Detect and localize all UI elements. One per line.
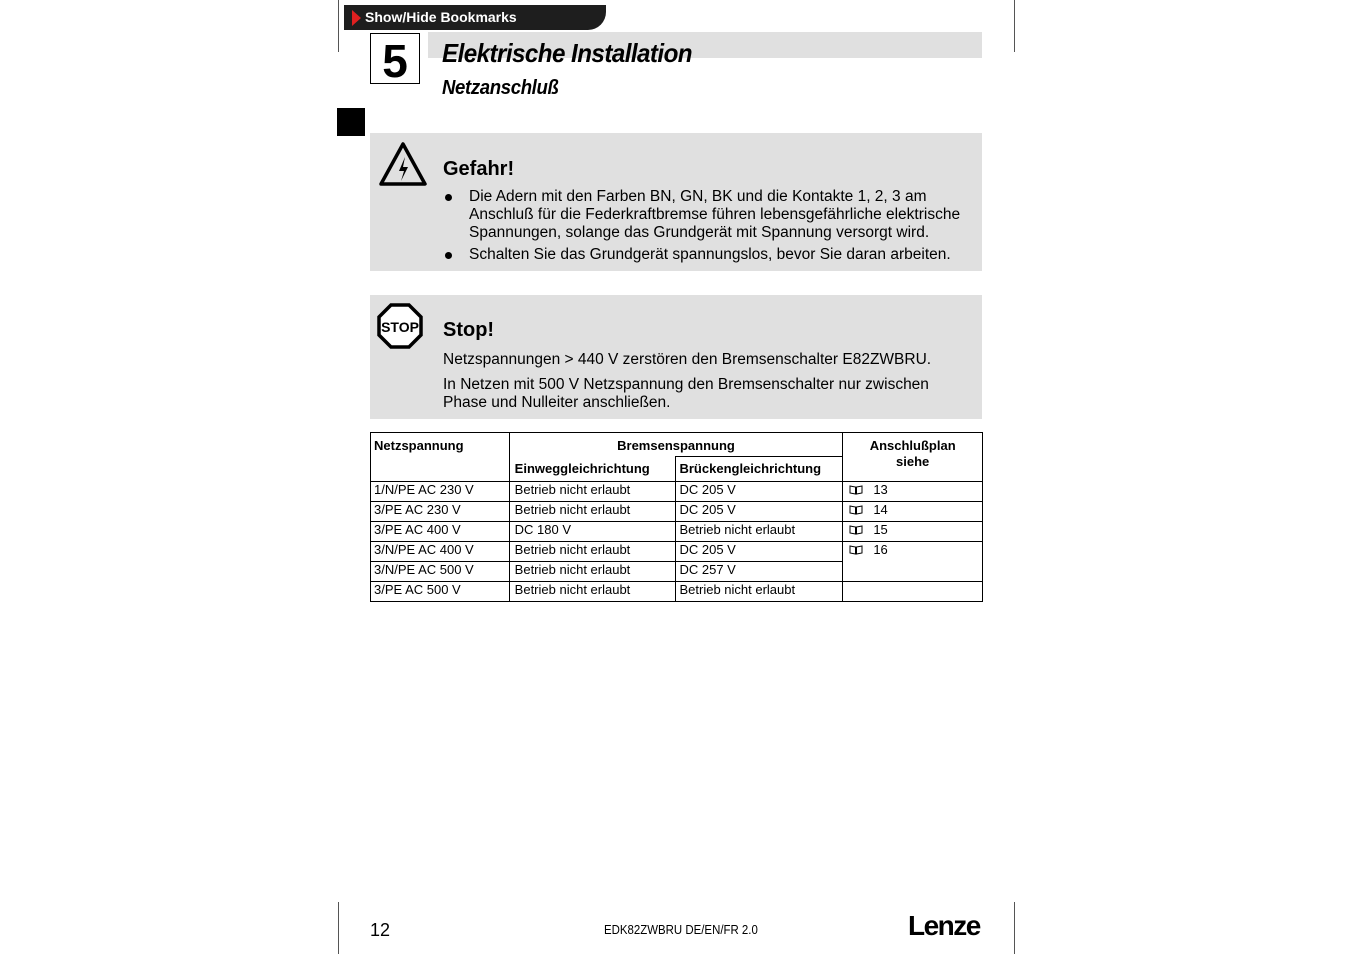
- cell-einweg: Betrieb nicht erlaubt: [509, 502, 676, 522]
- plan-page-ref[interactable]: 15: [873, 522, 888, 537]
- table-header-row: [371, 433, 983, 457]
- danger-item-1-line-3: Spannungen, solange das Grundgerät mit Spannung versorgt wird.: [469, 224, 930, 241]
- danger-note: [370, 133, 982, 271]
- stop-sign-icon: [377, 303, 423, 349]
- cell-einweg: Betrieb nicht erlaubt: [509, 562, 676, 582]
- show-hide-bookmarks-label: Show/Hide Bookmarks: [365, 9, 517, 25]
- cell-netz: 3/PE AC 500 V: [371, 582, 510, 602]
- crop-mark-top-left: [338, 0, 339, 52]
- chapter-number-box: 5: [370, 33, 420, 84]
- cell-einweg: Betrieb nicht erlaubt: [509, 542, 676, 562]
- cell-einweg: Betrieb nicht erlaubt: [509, 482, 676, 502]
- page-subtitle: Netzanschluß: [442, 77, 559, 99]
- section-marker: [337, 108, 365, 136]
- cell-einweg: DC 180 V: [509, 522, 676, 542]
- table-row: [371, 582, 983, 602]
- stop-note: [370, 295, 982, 419]
- header-anschlussplan-line-1: Anschlußplan: [869, 438, 956, 453]
- header-anschlussplan-line-2: siehe: [896, 454, 930, 469]
- document-id: EDK82ZWBRU DE/EN/FR 2.0: [604, 922, 758, 937]
- plan-page-ref[interactable]: 14: [873, 502, 888, 517]
- cell-bruecke: Betrieb nicht erlaubt: [676, 582, 843, 602]
- plan-page-ref[interactable]: 16: [873, 542, 888, 557]
- cell-einweg: Betrieb nicht erlaubt: [509, 582, 676, 602]
- table-row: [371, 522, 983, 542]
- book-icon: [849, 505, 863, 515]
- bullet-icon: [445, 194, 452, 201]
- header-bremsenspannung: Bremsenspannung: [509, 433, 843, 457]
- book-icon: [849, 525, 863, 535]
- danger-heading: Gefahr!: [443, 158, 515, 180]
- crop-mark-top-right: [1014, 0, 1015, 52]
- cell-plan: [843, 582, 983, 602]
- stop-paragraph-1: Netzspannungen > 440 V zerstören den Bremsenschalter E82ZWBRU.: [443, 351, 932, 368]
- stop-sign-text: STOP: [381, 319, 419, 335]
- table-row: [371, 502, 983, 522]
- header-netzspannung: Netzspannung: [371, 433, 510, 482]
- stop-paragraph-2-line-2: Phase und Nulleiter anschließen.: [443, 394, 671, 411]
- page-number: 12: [370, 920, 391, 940]
- cell-netz: 3/PE AC 230 V: [371, 502, 510, 522]
- header-einweg: Einweggleichrichtung: [509, 457, 676, 482]
- cell-plan[interactable]: [843, 482, 983, 502]
- cell-bruecke: DC 205 V: [676, 502, 843, 522]
- cell-bruecke: DC 205 V: [676, 482, 843, 502]
- book-icon: [849, 545, 863, 555]
- cell-netz: 3/N/PE AC 500 V: [371, 562, 510, 582]
- show-hide-bookmarks-button[interactable]: [344, 5, 606, 30]
- cell-netz: 3/N/PE AC 400 V: [371, 542, 510, 562]
- cell-bruecke: DC 205 V: [676, 542, 843, 562]
- danger-item-1-line-2: Anschluß für die Federkraftbremse führen lebensgefährliche elektrische: [469, 206, 961, 223]
- crop-mark-bottom-left: [338, 902, 339, 954]
- cell-netz: 1/N/PE AC 230 V: [371, 482, 510, 502]
- cell-netz: 3/PE AC 400 V: [371, 522, 510, 542]
- high-voltage-warning-icon: [378, 141, 428, 187]
- header-bruecke: Brückengleichrichtung: [676, 457, 843, 482]
- cell-bruecke: Betrieb nicht erlaubt: [676, 522, 843, 542]
- stop-heading: Stop!: [443, 319, 495, 341]
- cell-plan[interactable]: [843, 542, 983, 582]
- page-title: Elektrische Installation: [442, 38, 692, 68]
- cell-plan[interactable]: [843, 522, 983, 542]
- danger-item-1-line-1: Die Adern mit den Farben BN, GN, BK und die Kontakte 1, 2, 3 am: [469, 188, 927, 205]
- cell-bruecke: DC 257 V: [676, 562, 843, 582]
- danger-item-2: Schalten Sie das Grundgerät spannungslos, bevor Sie daran arbeiten.: [469, 246, 951, 263]
- cell-plan[interactable]: [843, 502, 983, 522]
- table-row: [371, 482, 983, 502]
- crop-mark-bottom-right: [1014, 902, 1015, 954]
- play-arrow-icon: [352, 10, 361, 26]
- header-anschlussplan: [843, 433, 983, 482]
- bullet-icon: [445, 252, 452, 259]
- lenze-logo: Lenze: [908, 910, 980, 941]
- table-row: [371, 542, 983, 562]
- voltage-table: [370, 432, 983, 602]
- stop-paragraph-2-line-1: In Netzen mit 500 V Netzspannung den Bremsenschalter nur zwischen: [443, 376, 929, 393]
- plan-page-ref[interactable]: 13: [873, 482, 888, 497]
- book-icon: [849, 485, 863, 495]
